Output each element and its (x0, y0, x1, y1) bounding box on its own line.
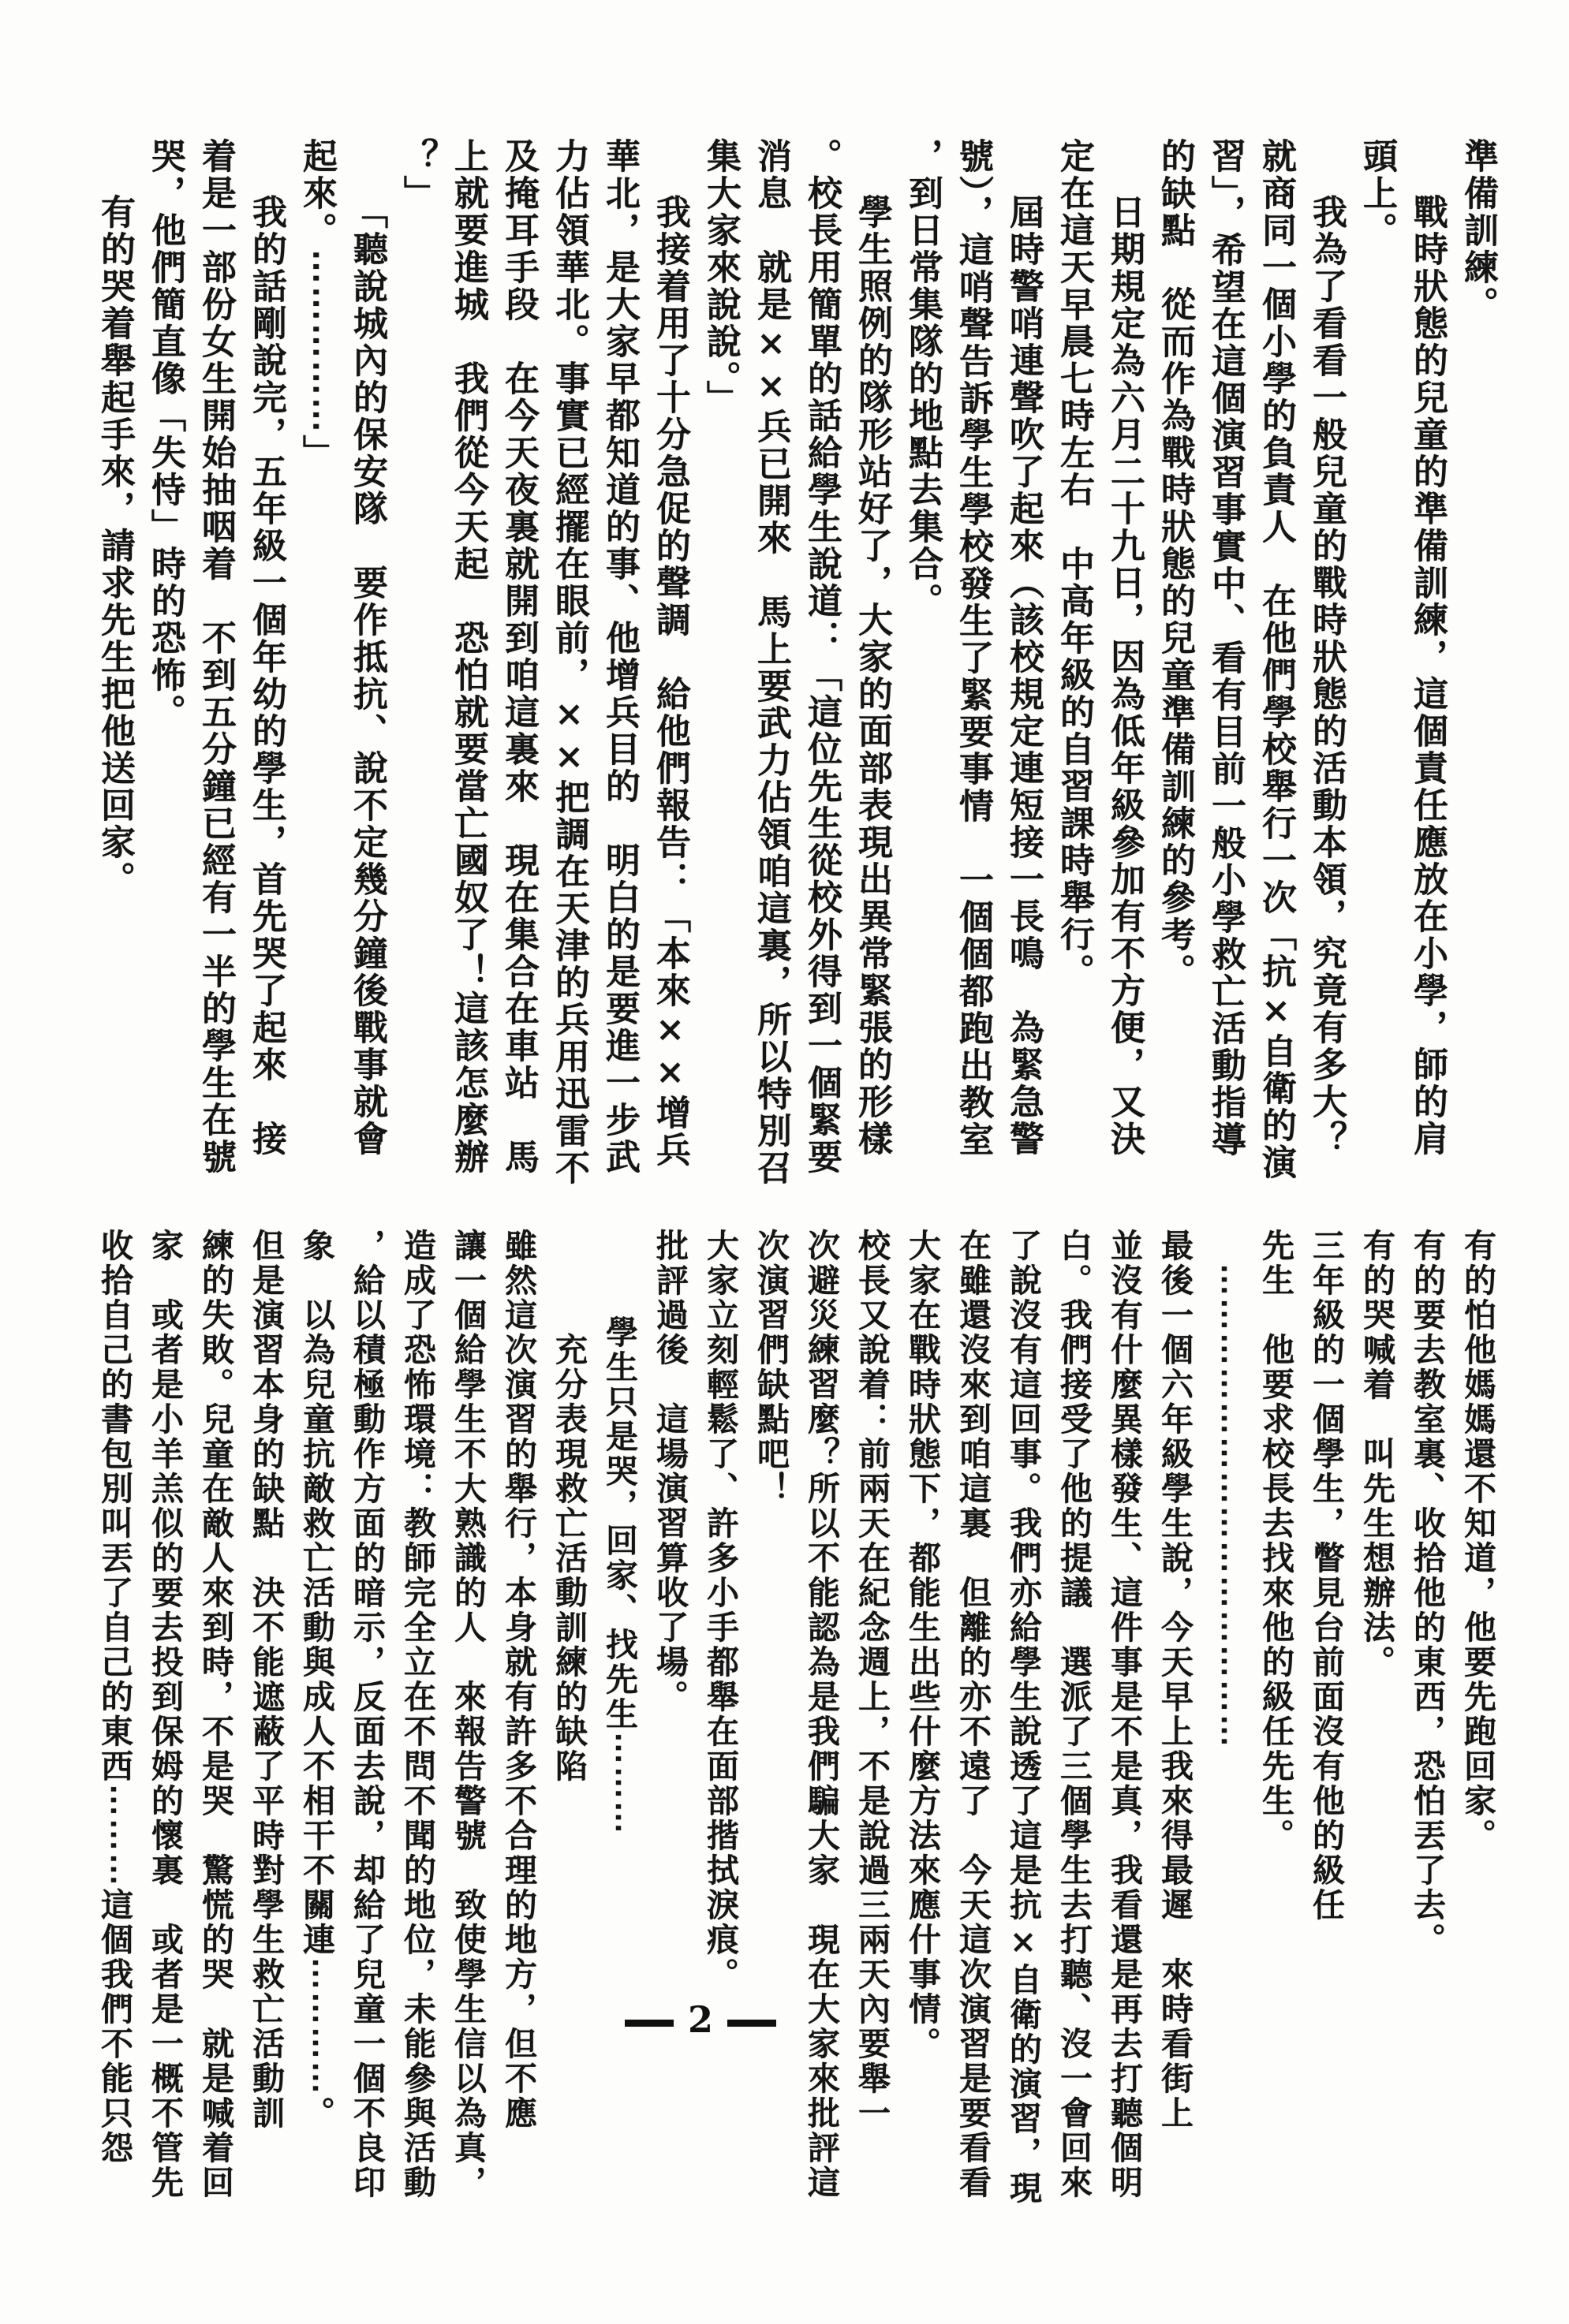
text-column: 習」，希望在這個演習事實中、看有目前一般小學救亡活動指導 (1205, 138, 1246, 1158)
text-column: 次演習們缺點吧！ (752, 1229, 790, 1506)
text-column: 我接着用了十分急促的聲調 給他們報告：「本來××增兵 (650, 193, 690, 1169)
text-column: 頭上。 (1357, 138, 1397, 249)
text-column: 次避災練習麼？所以不能認為是我們騙大家 現在大家來批評這 (802, 1229, 840, 2200)
text-column: ，給以積極動作方面的暗示，反面去說，却給了兒童一個不良印 (348, 1229, 386, 2200)
text-column: 大家立刻輕鬆了、許多小手都舉在面部揩拭淚痕。 (701, 1229, 739, 1992)
text-column: 哭，他們簡直像「失恃」時的恐怖。 (145, 138, 185, 731)
text-column: 三年級的一個學生，瞥見台前面沒有他的級任 (1307, 1229, 1345, 1923)
page-number-right-rule-icon (727, 2020, 776, 2027)
text-column: 消息 就是××兵已開來 馬上要武力佔領咱這裏，所以特別召 (751, 138, 791, 1187)
text-column: 批評過後 這場演習算收了場。 (651, 1229, 689, 1714)
text-column: 有的哭喊着 叫先生想辦法。 (1358, 1229, 1395, 1680)
text-column: 家 或者是小羊羔似的要去投到保姆的懷裏 或者是一概不管先 (146, 1229, 184, 2200)
text-column: 白。我們接受了他的提議 選派了三個學生去打聽、沒一會回來 (1055, 1229, 1093, 2200)
text-column: 練的失敗。兒童在敵人來到時，不是哭 驚慌的哭 就是喊着回 (196, 1229, 234, 2200)
text-column: 。校長用簡單的話給學生說道：「這位先生從校外得到一個緊要 (801, 138, 842, 1176)
text-column: 我的話剛說完，五年級一個年幼的學生，首先哭了起來 接 (246, 193, 286, 1158)
text-column: 號），這哨聲告訴學生學校發生了緊要事情 一個個都跑出教室 (953, 138, 993, 1158)
text-column: 校長又說着：前兩天在紀念週上，不是說過三兩天內要舉一 (853, 1229, 891, 2131)
text-column: 學生只是哭，回家、找先生⋯⋯⋯ (600, 1315, 638, 1836)
text-column: 上就要進城 我們從今天起 恐怕就要當亡國奴了！這該怎麼辦 (448, 138, 488, 1176)
lower-text-block (89, 1229, 1503, 2206)
text-column: 了說沒有這回事。我們亦給學生說透了這是抗×自衛的演習，現 (1004, 1229, 1042, 2206)
text-column: 大家在戰時狀態下，都能生出些什麼方法來應什事情。 (903, 1229, 941, 2061)
text-column: 充分表現救亡活動訓練的缺陷 (550, 1333, 588, 1784)
text-column: 有的怕他媽媽還不知道，他要先跑回家。 (1459, 1229, 1496, 1853)
text-column: 華北，是大家早都知道的事、他增兵目的 明白的是要進一步武 (600, 138, 640, 1176)
text-column: 造成了恐怖環境：教師完全立在不問不聞的地位，未能參與活動 (398, 1229, 436, 2200)
text-column: 就商同一個小學的負責人 在他們學校舉行一次「抗×自衛的演 (1256, 138, 1296, 1181)
text-column: 「聽說城內的保安隊 要作抵抗、說不定幾分鐘後戰事就會 (347, 193, 387, 1158)
text-column: ⋯⋯⋯⋯⋯⋯⋯⋯⋯⋯⋯⋯⋯⋯ (1206, 1263, 1244, 1749)
text-column: ，到日常集隊的地點去集合。 (902, 138, 943, 620)
text-column: 準備訓練。 (1458, 138, 1498, 323)
text-column: 並沒有什麼異樣發生、這件事是不是真，我看還是再去打聽個明 (1105, 1229, 1143, 2200)
text-column: 我為了看看一般兒童的戰時狀態的活動本領，究竟有多大？ (1306, 193, 1347, 1158)
page-number-value: 2 (688, 1998, 714, 2041)
page-number (625, 1998, 776, 2044)
text-column: 收拾自己的書包別叫丟了自己的東西⋯⋯⋯這個我們不能只怨 (95, 1229, 133, 2165)
text-column: 力佔領華北。事實已經擺在眼前，××把調在天津的兵用迅雷不 (549, 138, 589, 1187)
text-column: 學生照例的隊形站好了，大家的面部表現出異常緊張的形樣 (852, 193, 892, 1158)
text-column: 着是一部份女生開始抽咽着 不到五分鐘已經有一半的學生在號 (196, 138, 236, 1176)
text-column: 定在這天早晨七時左右 中高年級的自習課時舉行。 (1054, 138, 1094, 990)
text-column: 及掩耳手段 在今天夜裏就開到咱這裏來 現在集合在車站 馬 (499, 138, 539, 1176)
text-column: 讓一個給學生不大熟識的人 來報告警號 致使學生信以為真， (449, 1229, 487, 2200)
text-column: 屆時警哨連聲吹了起來（該校規定連短接一長鳴 為緊急警 (1003, 193, 1044, 1158)
upper-text-block (89, 138, 1503, 1187)
text-column: 象 以為兒童抗敵救亡活動與成人不相干不關連⋯⋯⋯⋯。 (297, 1229, 335, 2131)
text-column: 但是演習本身的缺點 決不能遮蔽了平時對學生救亡活動訓 (247, 1229, 285, 2131)
text-column: 在雖還沒來到咱這裏 但離的亦不遠了 今天這次演習是要看看 (954, 1229, 992, 2200)
text-column: 集大家來說說。」 (700, 138, 741, 417)
text-column: 先生 他要求校長去找來他的級任先生。 (1257, 1229, 1294, 1853)
text-column: 最後一個六年級學生說，今天早上我來得最遲 來時看街上 (1156, 1229, 1194, 2131)
text-column: ？」 (398, 138, 438, 212)
text-column: 有的要去教室裏、收拾他的東西，恐怕丟了去。 (1408, 1229, 1446, 1957)
text-column: 起來。⋯⋯⋯⋯⋯」 (297, 138, 337, 472)
text-column: 日期規定為六月二十九日，因為低年級參加有不方便，又決 (1104, 193, 1145, 1158)
text-column: 有的哭着舉起手來，請求先生把他送回家。 (95, 193, 135, 898)
page-number-left-rule-icon (625, 2020, 674, 2027)
text-column: 的缺點 從而作為戰時狀態的兒童準備訓練的參考。 (1155, 138, 1195, 990)
text-column: 戰時狀態的兒童的準備訓練，這個責任應放在小學，師的肩 (1407, 193, 1448, 1158)
text-column: 雖然這次演習的舉行，本身就有許多不合理的地方，但不應 (499, 1229, 537, 2131)
